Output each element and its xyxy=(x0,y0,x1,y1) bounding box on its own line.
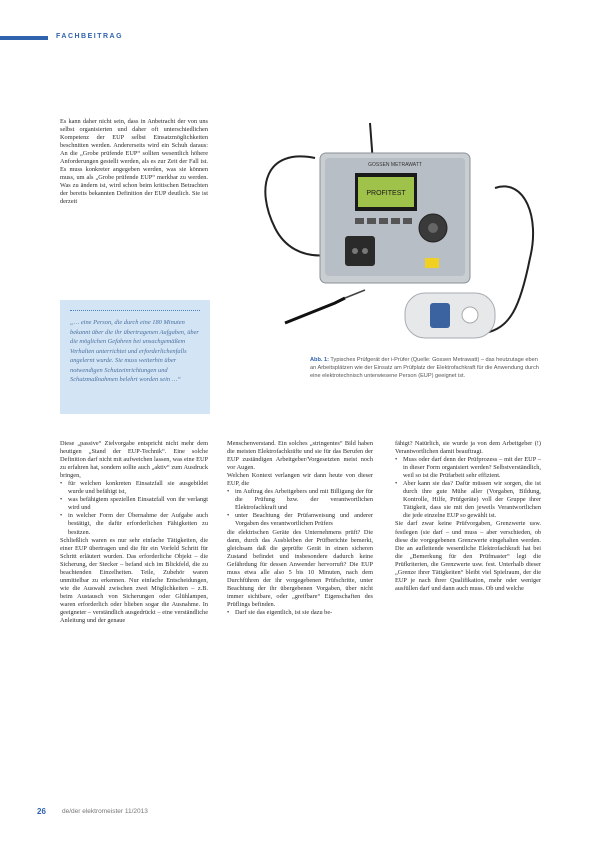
list-item: • für welchen konkreten Einsatzfall sie ausgebildet wurde und befähigt ist, xyxy=(60,480,208,496)
col2-paragraph-2: Welchen Kontext verlangen wir dann heute von dieser EUP, die xyxy=(227,472,373,488)
col3-paragraph-2: Sie darf zwar keine Prüfvorgaben, Grenzwerte usw. festlegen (sie darf – und muss – aber verschieden, ob diese die vorgegebenen Grenzwerte eingehalten werden. Die an aufleitende wesentliche Elektrofachkraft hat bei die „Bemerkung für den Prüfmaster“ legt die Prüfkriterien, die Grenzwerte usw. fest. Unterhalb dieser „Grenze ihrer Tätigkeiten“ bleibt viel Spielraum, der die EUP je nach ihrer Qualifikation, mehr oder weniger ausfüllen darf und dann auch muss. Ob und welche xyxy=(395,520,541,592)
device-display-text: PROFITEST xyxy=(366,190,406,197)
col3-paragraph-1: fähigt? Natürlich, sie wurde ja von dem Arbeitgeber (!) Verantwortlichen damit beauftragt. xyxy=(395,440,541,456)
col2-paragraph-1: Menschenverstand. Ein solches „stringentes“ Bild haben die meisten Elektrofachkräfte und sie für das Berufen der EUP zuständigen Arbeitgeber/Vorgesetzten meist noch vor Augen. xyxy=(227,440,373,472)
list-item: • unter Beachtung der Prüfanweisung und anderer Vorgaben des verantwortlichen Prüfers xyxy=(227,512,373,528)
col2-bullet-list-2 xyxy=(227,609,373,617)
header-accent-bar xyxy=(0,36,48,40)
column-3 xyxy=(395,440,541,593)
test-socket xyxy=(345,236,375,266)
intro-column xyxy=(60,118,208,207)
col1-bullet-list xyxy=(60,480,208,536)
column-2 xyxy=(227,440,373,617)
col1-paragraph-1: Diese „passive“ Zielvorgabe entspricht nicht mehr dem heutigen „Stand der EUP-Technik“. Eine solche Definition darf nicht mit aufweichen lassen, was eine EUP zu erfahren hat, sondern sollte auch „aktiv“ zum Ausdruck bringen, xyxy=(60,440,208,480)
publication-name: de/der elektromeister 11/2013 xyxy=(62,808,148,815)
test-probe xyxy=(285,298,345,323)
section-label: FACHBEITRAG xyxy=(56,33,124,40)
list-item: • Darf sie das eigentlich, ist sie dazu be- xyxy=(227,609,373,617)
quote-divider xyxy=(70,310,200,311)
device-brand: GOSSEN METRAWATT xyxy=(368,162,422,168)
pull-quote-text: „… eine Person, die durch eine 180 Minuten bekannt über die ihr übertragenen Aufgaben, über die möglichen Gefahren bei unsachgemäßem Verhalten unterrichtet und erforderlichenfalls angelernt wurde. Sie muss weiterhin über notwendigen Schutzeinrichtungen und Schutzmaßnahmen belehrt worden sein …“ xyxy=(70,319,199,383)
list-item: • in welcher Form der Übernahme der Aufgabe auch bestätigt, die dafür erforderlichen Fähigkeiten zu besitzen. xyxy=(60,512,208,536)
col2-bullet-list xyxy=(227,488,373,528)
device-photo xyxy=(255,118,543,346)
page-number: 26 xyxy=(37,807,46,816)
pull-quote-box xyxy=(60,300,210,414)
figure-caption xyxy=(310,356,542,380)
list-item: • was befähigtem speziellen Einsatzfall von ihr verlangt wird und xyxy=(60,496,208,512)
caption-text: Typisches Prüfgerät der i-Prüfer (Quelle: Gossen Metrawatt) – das heutzutage eben an Arbeitsplätzen wie der Einsatz am Prüfplatz der Elektrofachkraft für die Anwendung durch eine elektrotechnisch unterwiesene Person (EUP) geeignet ist. xyxy=(310,357,539,379)
column-1 xyxy=(60,440,208,625)
col3-bullet-list xyxy=(395,456,541,520)
list-item: • Aber kann sie das? Dafür müssen wir sorgen, die ist durch ihre gute Mühe aller (Vorgaben, Bildung, Kontrolle, Hilfe, Prüfgeräte) voll der Gruppe ihrer Tätigkeit, dass sie mit den jeweils Verantwortlichen die jede einzelne EUP so gewählt ist. xyxy=(395,480,541,520)
col2-paragraph-3: die elektrischen Geräte des Unternehmens prüft? Die dann, durch das Ausbleiben der Prüfberichte bemerkt, gleichsam daß die geprüfte Gerät in einen sicheren Zustand befindet und insbesondere dadurch keine Gefährdung für dessen Anwender hervorruft? Die EUP muss etwa alle also 5 bis 10 Minuten, nach dem Durchführen der ihr vorgegebenen Prüfschritte, unter Beachtung der ihr übergebenen Vorgaben, über nicht immer sichtbare, oder „greifbare“ Eigenschaften des Prüflings befinden. xyxy=(227,528,373,608)
intro-paragraph: Es kann daher nicht sein, dass in Anbetracht der von uns selbst organisierten und daher oft unterschiedlichen Kompetenz der EUP selbst Einsatzmöglichkeiten beschnitten werden. Andererseits wird ein Schuh daraus: An die „Grobe prüfende EUP“ sollten wesentlich höhere Anforderungen gestellt werden, als es zur Zeit der Fall ist. Es muss konkreter angegeben werden, was sie können muss, um als „Grobe prüfende EUP“ merkbar zu werden. Was zu ändern ist, wird schon beim kritischen Betrachten der bereits bekannten Definition der EUP deutlich. Sie ist derzeit xyxy=(60,118,208,206)
col1-paragraph-2: Schließlich waren es nur sehr einfache Tätigkeiten, die einer EUP übertragen und die für ein Vorfeld Schritt für Schritt erläutert wurden. Das erforderliche Objekt – die Sicherung, der Stecker – befand sich im Blickfeld, die zu beachtenden Einzelheiten. Teile, Zubehör waren unmittelbar zu erkennen. Nur einfache Entscheidungen, wie die Auswahl zwischen zwei Möglichkeiten – z.B. beim Austausch von Sicherungen oder Glühlampen, waren erforderlich oder blieben sogar die Ausnahme. In geeigneter – verständlich ausgedrückt – eine verständliche Anleitung und der genaue xyxy=(60,536,208,625)
test-device-illustration xyxy=(255,118,543,346)
list-item: • im Auftrag des Arbeitgebers und mit Billigung der für die Prüfung bzw. der verantwortlichen Elektrofachkraft und xyxy=(227,488,373,512)
list-item: • Muss oder darf denn der Prüfprozess – mit der EUP – in dieser Form organisiert werden? Selbstverständlich, weil so ist die Prüfarbeit sehr effizient. xyxy=(395,456,541,480)
caption-tag: Abb. 1: xyxy=(310,357,329,363)
